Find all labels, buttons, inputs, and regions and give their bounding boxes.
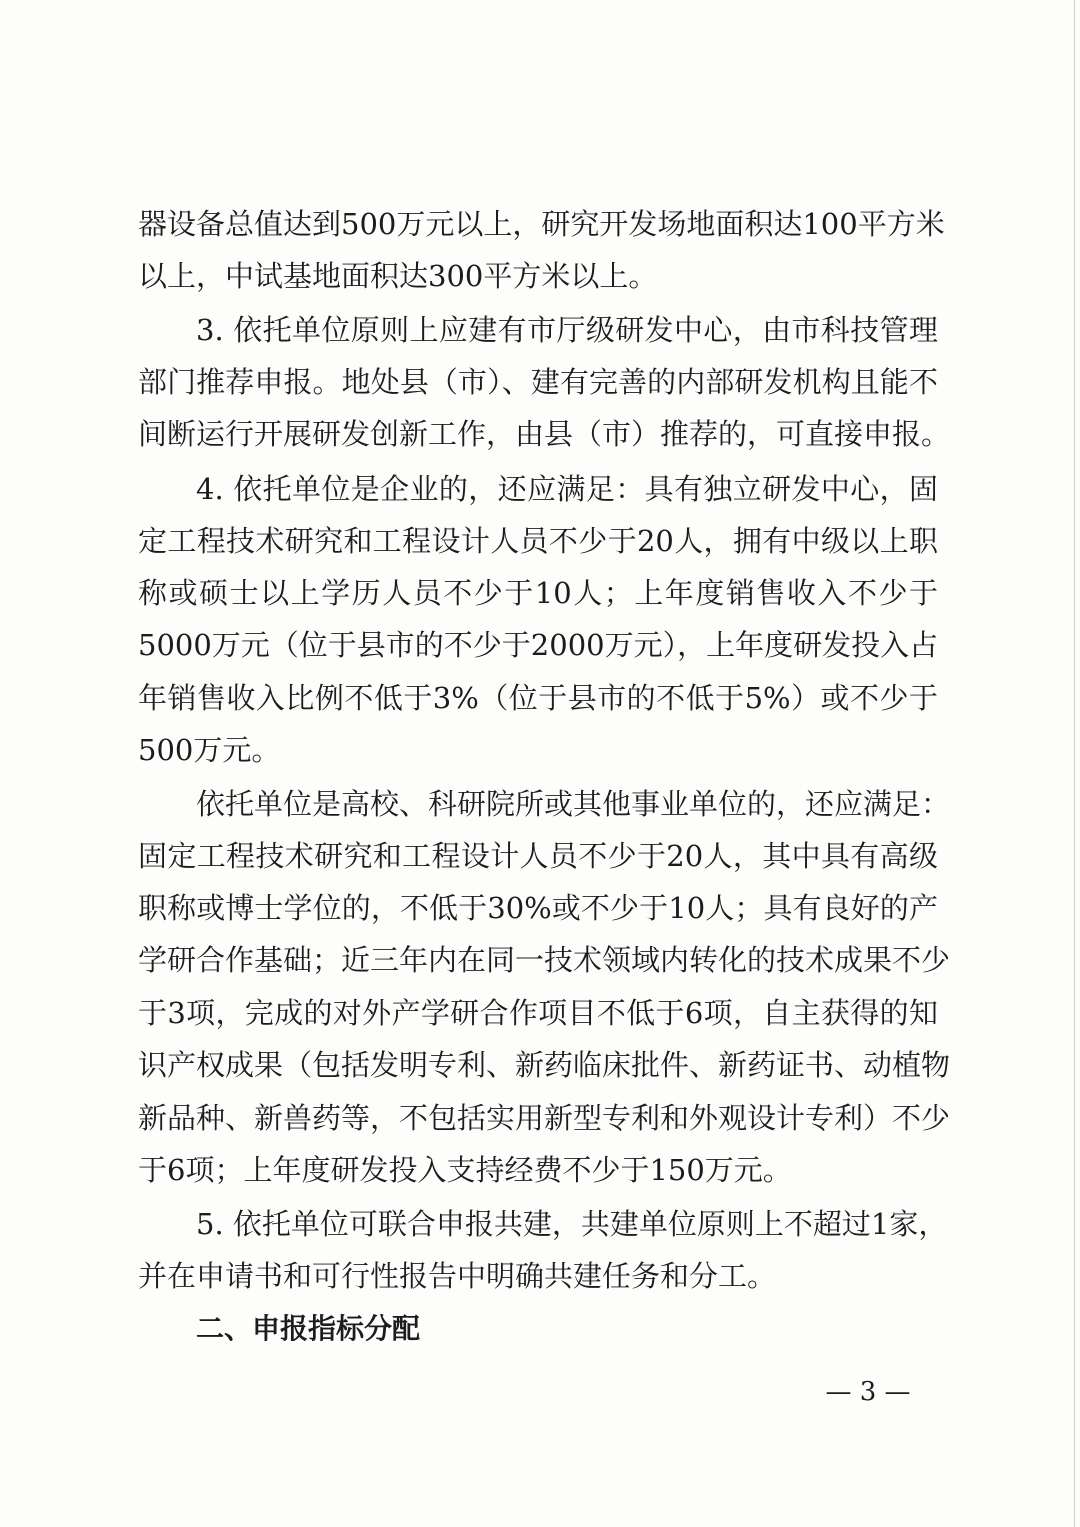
text-line-15: 学研合作基础；近三年内在同一技术领域内转化的技术成果不少 <box>138 943 951 977</box>
text-line-21: 并在申请书和可行性报告中明确共建任务和分工。 <box>138 1259 777 1293</box>
text-line-5: 间断运行开展研发创新工作，由县（市）推荐的，可直接申报。 <box>138 417 951 451</box>
text-line-18: 新品种、新兽药等，不包括实用新型专利和外观设计专利）不少 <box>138 1101 951 1135</box>
text-line-14: 职称或博士学位的，不低于30%或不少于10人；具有良好的产 <box>138 891 938 925</box>
page-number: — 3 — <box>825 1377 911 1407</box>
text-line-9: 5000万元（位于县市的不少于2000万元），上年度研发投入占 <box>138 628 939 662</box>
text-line-7: 定工程技术研究和工程设计人员不少于20人，拥有中级以上职 <box>138 524 938 558</box>
text-line-1: 器设备总值达到500万元以上，研究开发场地面积达100平方米 <box>138 207 945 241</box>
page-edge-line <box>1074 0 1075 1527</box>
text-line-11: 500万元。 <box>138 733 281 767</box>
text-line-16: 于3项，完成的对外产学研合作项目不低于6项，自主获得的知 <box>138 996 938 1030</box>
section-heading: 二、申报指标分配 <box>196 1312 421 1345</box>
text-line-20: 5. 依托单位可联合申报共建，共建单位原则上不超过1家， <box>196 1207 948 1241</box>
text-line-19: 于6项；上年度研发投入支持经费不少于150万元。 <box>138 1153 792 1187</box>
text-line-2: 以上，中试基地面积达300平方米以上。 <box>138 259 658 293</box>
text-line-3: 3. 依托单位原则上应建有市厅级研发中心，由市科技管理 <box>196 313 938 347</box>
text-line-10: 年销售收入比例不低于3%（位于县市的不低于5%）或不少于 <box>138 681 938 715</box>
text-line-12: 依托单位是高校、科研院所或其他事业单位的，还应满足： <box>196 787 951 821</box>
text-line-6: 4. 依托单位是企业的，还应满足：具有独立研发中心，固 <box>196 472 938 506</box>
text-line-13: 固定工程技术研究和工程设计人员不少于20人，其中具有高级 <box>138 839 938 873</box>
text-line-4: 部门推荐申报。地处县（市）、建有完善的内部研发机构且能不 <box>138 365 938 399</box>
text-line-17: 识产权成果（包括发明专利、新药临床批件、新药证书、动植物 <box>138 1048 951 1082</box>
text-line-8: 称或硕士以上学历人员不少于10人；上年度销售收入不少于 <box>138 576 938 610</box>
